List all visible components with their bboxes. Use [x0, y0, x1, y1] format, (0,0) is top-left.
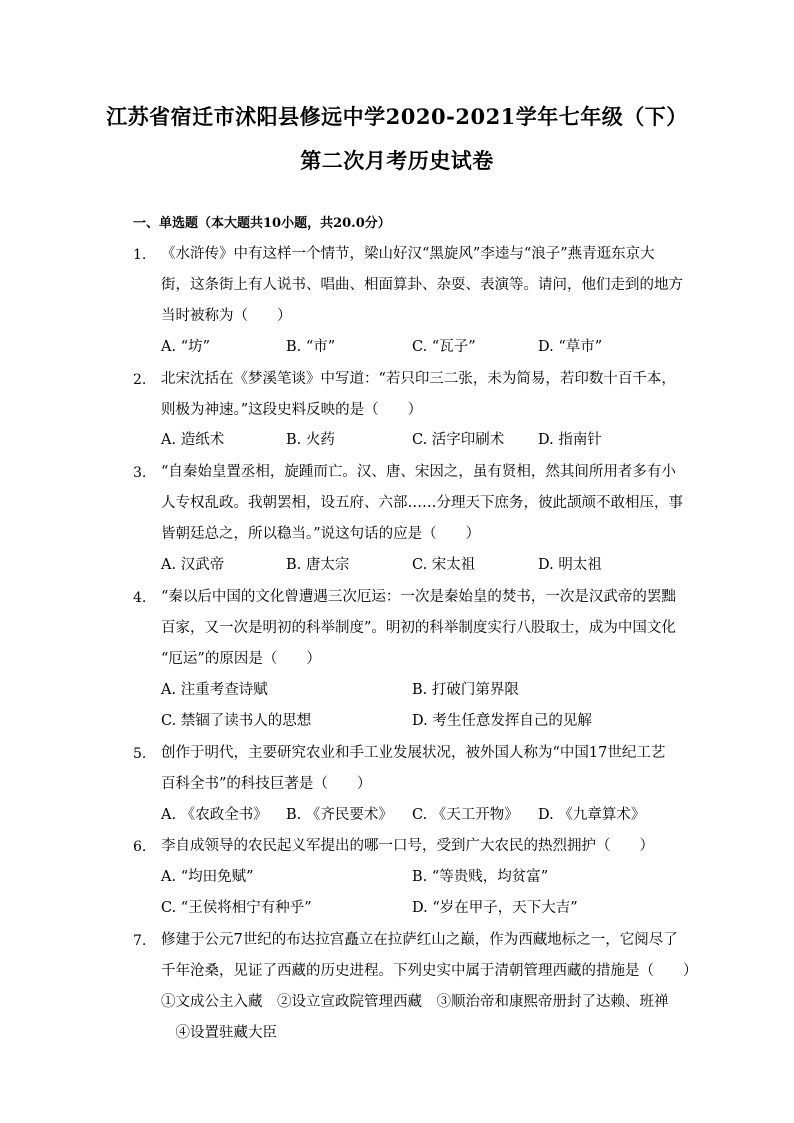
question-text-line: 皆朝廷总之，所以稳当。”说这句话的应是（ ）: [161, 526, 481, 542]
option-b: B. 火药: [286, 432, 335, 448]
option-a: A. 《农政全书》: [161, 807, 268, 823]
section-heading: 一、单选题（本大题共10小题，共20.0分）: [133, 216, 391, 231]
option-b: B. 打破门第界限: [412, 682, 519, 698]
option-d: D. 考生任意发挥自己的见解: [412, 713, 592, 729]
question-text-line: 修建于公元7世纪的布达拉宫矗立在拉萨红山之巅，作为西藏地标之一，它阅尽了: [161, 932, 678, 948]
option-d: D. “岁在甲子，天下大吉”: [412, 900, 578, 916]
question-number: 7.: [133, 933, 147, 949]
option-b: B. “等贵贱，均贫富”: [412, 869, 549, 885]
option-c: C. 宋太祖: [412, 557, 476, 573]
question-text-line: 人专权乱政。我朝罢相，设五府、六部……分理天下庶务，彼此颉颃不敢相压，事: [161, 495, 683, 511]
question-text-line: 北宋沈括在《梦溪笔谈》中写道：“若只印三二张，未为简易，若印数十百千本，: [161, 371, 676, 387]
question-text-line: “秦以后中国的文化曾遭遇三次厄运：一次是秦始皇的焚书，一次是汉武帝的罢黜: [161, 589, 676, 605]
option-b: B. 《齐民要术》: [286, 807, 393, 823]
option-b: B. 唐太宗: [286, 557, 350, 573]
question-number: 2.: [133, 372, 147, 388]
option-a: A. 注重考查诗赋: [161, 682, 268, 698]
option-a: A. 汉武帝: [161, 557, 225, 573]
question-text-line: 街，这条街上有人说书、唱曲、相面算卦、杂耍、表演等。请问，他们走到的地方: [161, 277, 683, 293]
question-text-line: 百家，又一次是明初的科举制度”。明初的科举制度实行八股取士，成为中国文化: [161, 620, 676, 636]
question-number: 3.: [133, 465, 147, 481]
option-c: C. 禁锢了读书人的思想: [161, 713, 312, 729]
option-d: D. “草市”: [538, 339, 603, 355]
question-text-line: “自秦始皇置丞相，旋踵而亡。汉、唐、宋因之，虽有贤相，然其间所用者多有小: [161, 464, 676, 480]
question-number: 5.: [133, 746, 147, 762]
question-number: 1.: [133, 247, 147, 263]
option-c: C. “王侯将相宁有种乎”: [161, 900, 312, 916]
option-d: D. 指南针: [538, 432, 602, 448]
question-text-line: 李自成领导的农民起义军提出的哪一口号，受到广大农民的热烈拥护（ ）: [161, 838, 654, 854]
option-d: D. 《九章算术》: [538, 807, 646, 823]
exam-title-line2: 第二次月考历史试卷: [300, 148, 494, 173]
question-text-line: 百科全书”的科技巨著是（ ）: [161, 776, 372, 792]
option-a: A. “坊”: [161, 339, 211, 355]
question-text-line: “厄运”的原因是（ ）: [161, 651, 321, 667]
question-text-line: ①文成公主入藏 ②设立宣政院管理西藏 ③顺治帝和康熙帝册封了达赖、班禅: [161, 994, 669, 1010]
option-c: C. 《天工开物》: [412, 807, 519, 823]
question-number: 6.: [133, 839, 147, 855]
option-a: A. 造纸术: [161, 432, 225, 448]
option-d: D. 明太祖: [538, 557, 602, 573]
question-text-line: 当时被称为（ ）: [161, 308, 292, 324]
question-text-line: 创作于明代，主要研究农业和手工业发展状况，被外国人称为“中国17世纪工艺: [161, 745, 666, 761]
question-number: 4.: [133, 590, 147, 606]
option-c: C. “瓦子”: [412, 339, 476, 355]
option-b: B. “市”: [286, 339, 336, 355]
question-text-line: 《水浒传》中有这样一个情节，梁山好汉“黑旋风”李逵与“浪子”燕青逛东京大: [161, 246, 655, 262]
question-text-line: 则极为神速。”这段史料反映的是（ ）: [161, 402, 423, 418]
question-text-line: 千年沧桑，见证了西藏的历史进程。下列史实中属于清朝管理西藏的措施是（ ）: [161, 963, 698, 979]
question-text-line: ④设置驻藏大臣: [161, 1025, 277, 1041]
option-c: C. 活字印刷术: [412, 432, 505, 448]
option-a: A. “均田免赋”: [161, 869, 254, 885]
exam-title-line1: 江苏省宿迁市沭阳县修远中学2020-2021学年七年级（下）: [106, 104, 688, 129]
